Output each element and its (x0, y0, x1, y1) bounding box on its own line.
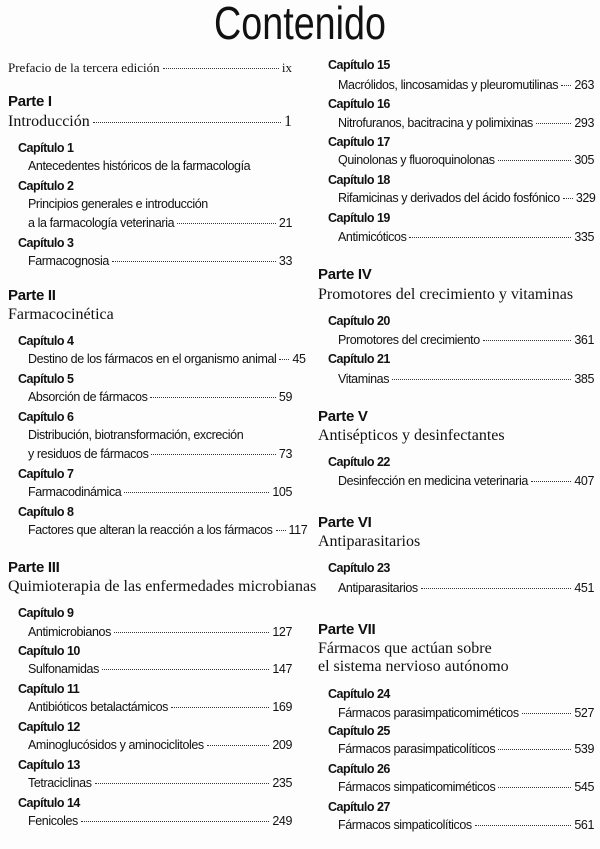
page-number: 407 (574, 474, 594, 488)
dot-leader (475, 825, 572, 826)
toc-text: Fármacos simpaticolíticos (338, 818, 472, 832)
toc-text: Capítulo 20 (328, 314, 390, 328)
page-number: 361 (574, 333, 594, 347)
page-number: 451 (574, 581, 594, 595)
page-number: 45 (292, 352, 306, 366)
toc-text: Farmacodinámica (28, 485, 122, 499)
chapter-entry (28, 700, 292, 714)
chapter-entry (338, 372, 594, 386)
toc-text: Aminoglucósidos y aminociclitoles (28, 738, 204, 752)
chapter-label (328, 173, 594, 187)
dot-leader (207, 745, 270, 746)
chapter-entry (338, 706, 594, 720)
dot-leader (536, 123, 571, 124)
toc-text: Capítulo 8 (18, 505, 74, 519)
dot-leader (522, 713, 572, 714)
chapter-label (328, 561, 594, 575)
toc-text: Antiparasitarios (338, 581, 418, 595)
chapter-label (18, 644, 292, 658)
toc-text: Antiparasitarios (318, 533, 421, 550)
dot-leader (498, 787, 571, 788)
toc-text: Capítulo 3 (18, 236, 74, 250)
toc-text: Quinolonas y fluoroquinolonas (338, 153, 495, 167)
toc-text: Antimicrobianos (28, 625, 111, 639)
toc-text: Nitrofuranos, bacitracina y polimixinas (338, 116, 533, 130)
part-label (8, 559, 292, 576)
toc-text: Desinfección en medicina veterinaria (338, 474, 528, 488)
chapter-entry (338, 78, 594, 92)
chapter-label (328, 58, 594, 72)
page-number: 117 (288, 523, 308, 537)
chapter-label (18, 141, 292, 155)
dot-leader (163, 68, 279, 69)
toc-text: y residuos de fármacos (28, 447, 149, 461)
page-number: 1 (284, 113, 292, 130)
toc-text: Capítulo 12 (18, 720, 80, 734)
dot-leader (102, 669, 269, 670)
toc-text: Sulfonamidas (28, 662, 99, 676)
toc-text: Capítulo 17 (328, 135, 390, 149)
part-title (318, 658, 594, 676)
dot-leader (151, 454, 275, 455)
toc-text: Quimioterapia de las enfermedades microbianas (8, 578, 317, 595)
part-label (318, 408, 594, 425)
toc-text: Capítulo 5 (18, 372, 74, 386)
page-number: 235 (272, 776, 292, 790)
toc-text: Antimicóticos (338, 230, 407, 244)
toc-text: Parte VII (318, 621, 376, 638)
dot-leader (177, 223, 276, 224)
toc-text: Capítulo 24 (328, 687, 390, 701)
chapter-entry (338, 818, 594, 832)
toc-text: Parte V (318, 408, 368, 425)
chapter-entry (28, 352, 306, 366)
toc-text: a la farmacología veterinaria (28, 216, 175, 230)
dot-leader (279, 359, 289, 360)
toc-text: Principios generales e introducción (28, 197, 208, 211)
toc-text: Capítulo 23 (328, 561, 390, 575)
chapter-label (328, 314, 594, 328)
chapter-label (18, 236, 292, 250)
dot-leader (563, 198, 573, 199)
dot-leader (93, 122, 281, 123)
page-number: 539 (574, 742, 594, 756)
toc-text: Capítulo 14 (18, 796, 80, 810)
toc-text: Parte I (8, 93, 52, 110)
part-label (318, 621, 594, 638)
chapter-label (18, 682, 292, 696)
chapter-label (18, 372, 292, 386)
chapter-label (328, 687, 594, 701)
toc-text: Farmacocinética (8, 306, 114, 323)
dot-leader (276, 530, 286, 531)
toc-text: Farmacognosia (28, 254, 109, 268)
dot-leader (498, 749, 571, 750)
chapter-entry (28, 159, 292, 173)
chapter-label (18, 505, 292, 519)
toc-text: Rifamicinas y derivados del ácido fosfónico (338, 191, 560, 205)
page-number: 21 (278, 216, 292, 230)
toc-text: Antecedentes históricos de la farmacología (28, 159, 251, 173)
toc-text: Vitaminas (338, 372, 390, 386)
page-number: 105 (272, 485, 292, 499)
page-number: 59 (278, 390, 292, 404)
part-title (8, 306, 292, 324)
chapter-entry (28, 254, 292, 268)
chapter-label (328, 455, 594, 469)
toc-text: Destino de los fármacos en el organismo animal (28, 352, 277, 366)
toc-text: Capítulo 15 (328, 58, 390, 72)
part-title (318, 533, 594, 551)
toc-text: Capítulo 1 (18, 141, 74, 155)
chapter-label (328, 352, 594, 366)
chapter-entry (28, 625, 292, 639)
toc-text: Capítulo 4 (18, 334, 74, 348)
dot-leader (112, 261, 276, 262)
toc-text: Capítulo 19 (328, 211, 390, 225)
page-number: 147 (272, 662, 292, 676)
chapter-entry (28, 662, 292, 676)
dot-leader (561, 85, 571, 86)
chapter-entry (338, 333, 594, 347)
chapter-label (18, 796, 292, 810)
toc-text: Factores que alteran la reacción a los fármacos (28, 523, 273, 537)
chapter-label (328, 724, 594, 738)
dot-leader (81, 821, 269, 822)
dot-leader (392, 379, 571, 380)
part-title (318, 427, 594, 445)
toc-text: Capítulo 11 (18, 682, 80, 696)
page-number: 249 (272, 814, 292, 828)
part-title (318, 640, 594, 658)
chapter-entry (28, 428, 292, 442)
part-label (8, 93, 292, 110)
toc-text: Parte II (8, 287, 56, 304)
chapter-label (18, 720, 292, 734)
dot-leader (150, 397, 275, 398)
dot-leader (114, 632, 269, 633)
chapter-entry (338, 230, 594, 244)
page-number: 335 (574, 230, 594, 244)
page-number: 305 (574, 153, 594, 167)
chapter-entry (28, 738, 292, 752)
dot-leader (483, 340, 572, 341)
toc-text: Fármacos que actúan sobre (318, 640, 492, 657)
toc-text: Capítulo 18 (328, 173, 390, 187)
chapter-label (18, 606, 292, 620)
page-number: 293 (574, 116, 594, 130)
chapter-entry (28, 447, 292, 461)
toc-text: Capítulo 27 (328, 800, 390, 814)
chapter-entry (338, 153, 594, 167)
page-title: Contenido (214, 0, 386, 49)
toc-text: Fármacos simpaticomiméticos (338, 780, 496, 794)
chapter-label (18, 334, 292, 348)
toc-text: Capítulo 16 (328, 97, 390, 111)
page-number: 527 (574, 706, 594, 720)
toc-text: Fármacos parasimpaticomiméticos (338, 706, 519, 720)
toc-text: Antibióticos betalactámicos (28, 700, 168, 714)
chapter-entry (338, 191, 594, 205)
part-label (8, 287, 292, 304)
chapter-label (18, 179, 292, 193)
chapter-entry (338, 474, 594, 488)
chapter-entry (28, 485, 292, 499)
toc-text: Parte VI (318, 514, 372, 531)
toc-text: Capítulo 6 (18, 410, 74, 424)
page-number: 385 (574, 372, 594, 386)
page-number: 561 (574, 818, 594, 832)
toc-text: Capítulo 26 (328, 762, 390, 776)
dot-leader (124, 492, 269, 493)
toc-text: Promotores del crecimiento (338, 333, 480, 347)
chapter-entry (28, 216, 292, 230)
page-number: 329 (575, 191, 596, 205)
page-number: 169 (272, 700, 292, 714)
page-number: 127 (272, 625, 292, 639)
page-number: 545 (574, 780, 594, 794)
preface-entry (8, 60, 292, 76)
page-number: 209 (272, 738, 292, 752)
chapter-label (328, 97, 594, 111)
toc-text: Fármacos parasimpaticolíticos (338, 742, 496, 756)
page-number: 73 (278, 447, 292, 461)
dot-leader (409, 237, 571, 238)
toc-text: Capítulo 10 (18, 644, 80, 658)
chapter-entry (28, 523, 308, 537)
toc-text: Capítulo 13 (18, 758, 80, 772)
chapter-entry (338, 116, 594, 130)
toc-text: Introducción (8, 113, 90, 130)
chapter-entry (28, 197, 292, 211)
part-title (318, 286, 594, 304)
dot-leader (171, 707, 269, 708)
toc-text: Antisépticos y desinfectantes (318, 427, 505, 444)
part-label (318, 266, 594, 283)
dot-leader (531, 481, 571, 482)
toc-right-column (318, 0, 594, 849)
chapter-label (18, 467, 292, 481)
toc-text: Capítulo 2 (18, 179, 74, 193)
chapter-entry (28, 814, 292, 828)
dot-leader (498, 160, 572, 161)
chapter-entry (338, 581, 594, 595)
toc-text: Capítulo 25 (328, 724, 390, 738)
toc-text: Prefacio de la tercera edición (8, 60, 160, 75)
toc-text: Parte III (8, 559, 60, 576)
part-title (8, 113, 292, 131)
part-label (318, 514, 594, 531)
page-number: 263 (574, 78, 594, 92)
part-title (8, 578, 317, 596)
page-number: ix (281, 60, 292, 75)
toc-text: Absorción de fármacos (28, 390, 148, 404)
toc-text: Capítulo 7 (18, 467, 74, 481)
chapter-entry (28, 390, 292, 404)
toc-text: Parte IV (318, 266, 372, 283)
dot-leader (421, 588, 572, 589)
toc-text: Macrólidos, lincosamidas y pleuromutilinas (338, 78, 559, 92)
toc-text: Promotores del crecimiento y vitaminas (318, 286, 574, 303)
toc-text: Distribución, biotransformación, excreción (28, 428, 244, 442)
toc-text: Capítulo 22 (328, 455, 390, 469)
toc-text: Fenicoles (28, 814, 78, 828)
toc-text: Tetraciclinas (28, 776, 92, 790)
page-number: 33 (278, 254, 292, 268)
chapter-label (328, 800, 594, 814)
chapter-entry (338, 780, 594, 794)
chapter-entry (28, 776, 292, 790)
chapter-label (328, 135, 594, 149)
chapter-label (18, 758, 292, 772)
toc-text: Capítulo 21 (328, 352, 390, 366)
chapter-label (18, 410, 292, 424)
chapter-label (328, 762, 594, 776)
chapter-label (328, 211, 594, 225)
chapter-entry (338, 742, 594, 756)
toc-text: el sistema nervioso autónomo (318, 658, 509, 675)
dot-leader (95, 783, 270, 784)
toc-text: Capítulo 9 (18, 606, 74, 620)
